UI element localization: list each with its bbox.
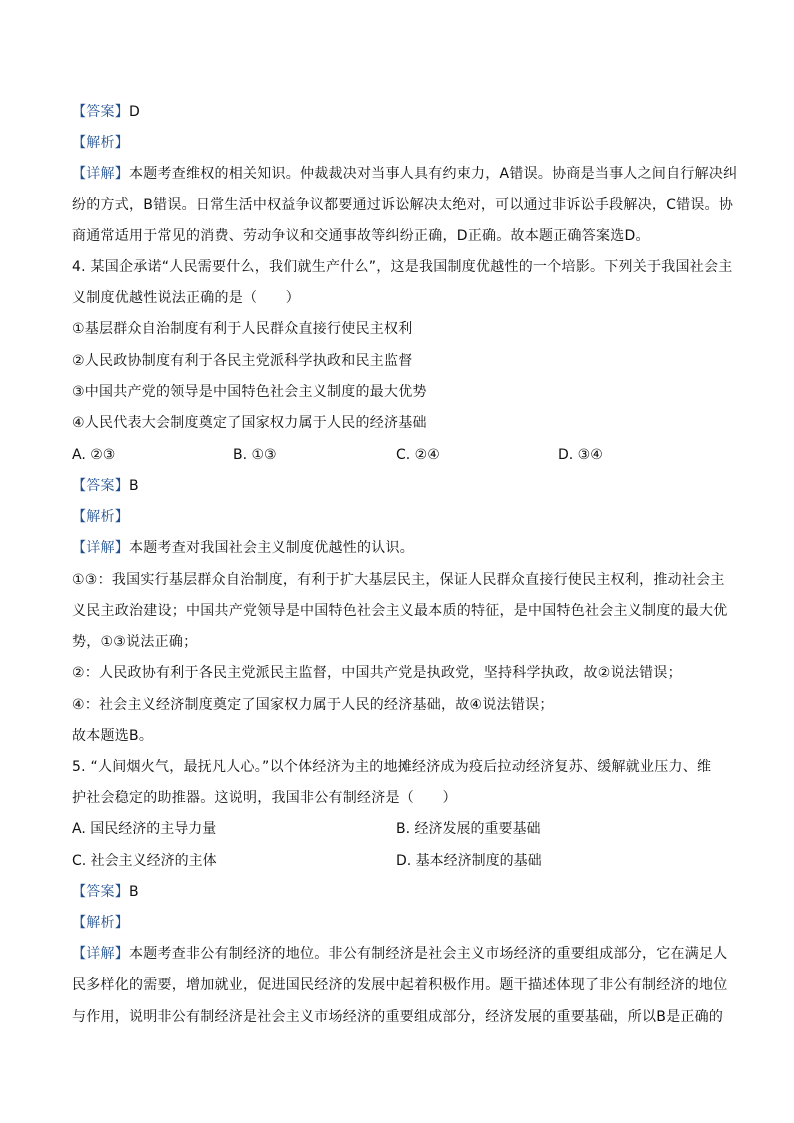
detail-text: 与作用，说明非公有制经济是社会主义市场经济的重要组成部分，经济发展的重要基础，所以B是正确的 — [72, 1009, 724, 1025]
answer-value: B — [129, 478, 139, 494]
detail-text: 商通常适用于常见的消费、劳动争议和交通事故等纠纷正确，D正确。故本题正确答案选D。 — [72, 228, 650, 244]
answer-line — [72, 101, 722, 123]
option-c: C. ②④ — [396, 447, 440, 463]
option-c: C. 社会主义经济的主体 — [72, 853, 217, 869]
answer-label: 【答案】 — [72, 104, 129, 120]
detail-label: 【详解】 — [72, 540, 129, 556]
detail-line — [72, 163, 738, 185]
answer-label: 【答案】 — [72, 884, 129, 900]
analysis-label: 【解析】 — [72, 509, 129, 525]
answer-value: B — [129, 884, 139, 900]
statement: ④人民代表大会制度奠定了国家权力属于人民的经济基础 — [72, 415, 427, 431]
answer-value: D — [129, 104, 141, 120]
question-stem: 护社会稳定的助推器。这说明，我国非公有制经济是（ ） — [72, 790, 457, 806]
detail-text: 民多样化的需要，增加就业，促进国民经济的发展中起着积极作用。题干描述体现了非公有制经济的地位 — [72, 977, 728, 993]
detail-text: ④：社会主义经济制度奠定了国家权力属于人民的经济基础，故④说法错误； — [72, 697, 554, 713]
detail-text: 势，①③说法正确； — [72, 634, 198, 650]
detail-text: 纷的方式，B错误。日常生活中权益争议都要通过诉讼解决太绝对，可以通过非诉讼手段解决，C错误。协 — [72, 197, 734, 213]
detail-label: 【详解】 — [72, 946, 129, 962]
option-d: D. ③④ — [558, 447, 603, 463]
option-d: D. 基本经济制度的基础 — [396, 853, 542, 869]
answer-line — [72, 881, 722, 903]
statement: ①基层群众自治制度有利于人民群众直接行使民主权利 — [72, 321, 413, 337]
detail-line — [72, 537, 722, 559]
option-b: B. ①③ — [233, 447, 277, 463]
detail-text: 本题考查对我国社会主义制度优越性的认识。 — [129, 540, 414, 556]
detail-text: 故本题选B。 — [72, 728, 154, 744]
option-a: A. 国民经济的主导力量 — [72, 821, 217, 837]
answer-label: 【答案】 — [72, 478, 129, 494]
question-stem: 5. “人间烟火气，最抚凡人心。”以个体经济为主的地摊经济成为疫后拉动经济复苏、缓解就业压力、维 — [72, 759, 712, 775]
detail-text: ①③：我国实行基层群众自治制度，有利于扩大基层民主，保证人民群众直接行使民主权利，推动社会主 — [72, 572, 725, 588]
option-a: A. ②③ — [72, 447, 116, 463]
option-b: B. 经济发展的重要基础 — [396, 821, 541, 837]
answer-line — [72, 475, 722, 497]
detail-label: 【详解】 — [72, 166, 129, 182]
detail-text: ②：人民政协有利于各民主党派民主监督，中国共产党是执政党，坚持科学执政，故②说法错误； — [72, 665, 682, 681]
analysis-label: 【解析】 — [72, 135, 129, 151]
detail-line — [72, 943, 728, 965]
question-stem: 义制度优越性说法正确的是（ ） — [72, 290, 300, 306]
statement: ③中国共产党的领导是中国特色社会主义制度的最大优势 — [72, 384, 427, 400]
detail-text: 义民主政治建设；中国共产党领导是中国特色社会主义最本质的特征，是中国特色社会主义制度的最大优 — [72, 603, 728, 619]
question-stem: 4. 某国企承诺“人民需要什么，我们就生产什么”，这是我国制度优越性的一个培影。下列关于我国社会主 — [72, 259, 733, 275]
detail-text: 本题考查维权的相关知识。仲裁裁决对当事人具有约束力，A错误。协商是当事人之间自行解决纠 — [129, 166, 738, 182]
statement: ②人民政协制度有利于各民主党派科学执政和民主监督 — [72, 353, 413, 369]
detail-text: 本题考查非公有制经济的地位。非公有制经济是社会主义市场经济的重要组成部分，它在满足人 — [129, 946, 728, 962]
analysis-label: 【解析】 — [72, 915, 129, 931]
